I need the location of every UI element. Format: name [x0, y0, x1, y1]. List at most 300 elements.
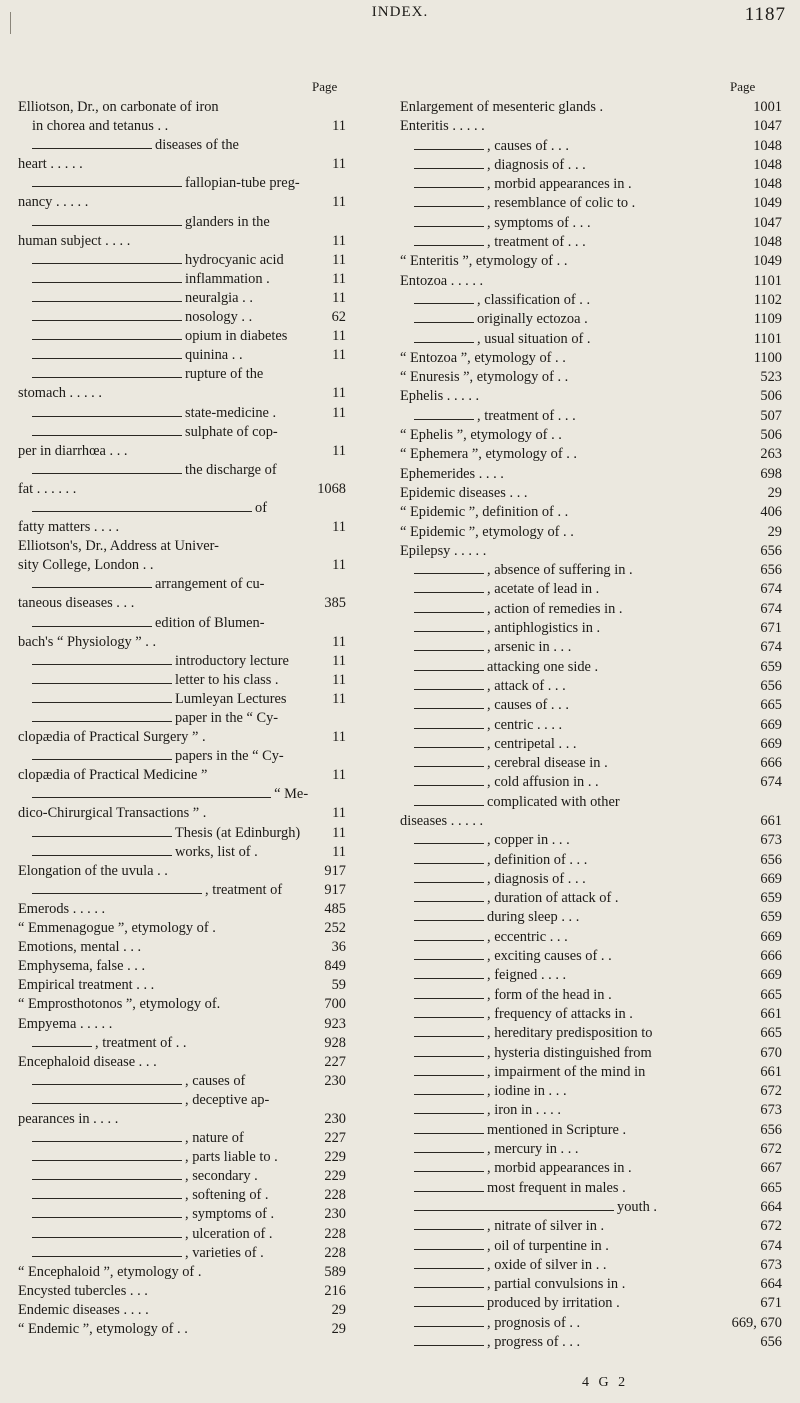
index-entry-page: 669 — [760, 735, 782, 752]
index-entry-text: edition of Blumen- — [155, 614, 265, 631]
index-entry-text: works, list of . — [175, 843, 258, 860]
index-entry-text: heart . . . . . — [18, 156, 83, 173]
ditto-rule — [32, 320, 182, 321]
index-entry-text: pearances in . . . . — [18, 1110, 119, 1127]
index-entry — [400, 1005, 782, 1024]
index-entry — [400, 580, 782, 599]
index-entry-text: the discharge of — [185, 461, 277, 478]
index-entry — [400, 137, 782, 156]
index-entry — [18, 919, 346, 938]
index-entry — [18, 785, 346, 804]
index-entry-text: , diagnosis of . . . — [487, 156, 586, 173]
index-entry — [400, 1024, 782, 1043]
index-entry-page: 11 — [332, 690, 346, 707]
index-entry-text: , usual situation of . — [477, 330, 591, 347]
index-entry-text: , partial convulsions in . — [487, 1276, 626, 1293]
ditto-rule — [414, 592, 484, 593]
index-entry — [400, 368, 782, 387]
index-entry-text: “ Emprosthotonos ”, etymology of. — [18, 996, 221, 1013]
index-entry-text: , duration of attack of . — [487, 890, 619, 907]
index-entry-text: Empyema . . . . . — [18, 1015, 113, 1032]
index-entry — [18, 1282, 346, 1301]
ditto-rule — [414, 1287, 484, 1288]
index-entry-text: , symptoms of . . . — [487, 214, 591, 231]
index-entry-page: 671 — [760, 1295, 782, 1312]
index-entry-text: , progress of . . . — [487, 1334, 581, 1350]
index-entry-text: “ Me- — [274, 786, 308, 803]
index-entry-page: 11 — [332, 404, 346, 421]
index-entry — [400, 1082, 782, 1101]
index-entry — [400, 1063, 782, 1082]
ditto-rule — [414, 1191, 484, 1192]
index-entry-text: , iodine in . . . — [487, 1083, 567, 1100]
index-entry-text: , oil of turpentine in . — [487, 1237, 609, 1254]
index-entry-text: inflammation . — [185, 270, 270, 287]
index-entry — [18, 327, 346, 346]
index-entry — [400, 272, 782, 291]
ditto-rule — [32, 416, 182, 417]
index-entry-text: , treatment of — [205, 881, 283, 898]
index-entry — [18, 1167, 346, 1186]
ditto-rule — [414, 1094, 484, 1095]
index-entry — [400, 503, 782, 522]
index-entry-page: 698 — [760, 465, 782, 482]
index-entry-text: during sleep . . . — [487, 909, 580, 926]
ditto-rule — [32, 186, 182, 187]
index-entry-text: stomach . . . . . — [18, 385, 102, 402]
index-entry — [18, 384, 346, 403]
index-entry — [18, 652, 346, 671]
index-entry-page: 11 — [332, 328, 346, 345]
ditto-rule — [32, 1217, 182, 1218]
ditto-rule — [32, 1198, 182, 1199]
index-entry-page: 1047 — [753, 118, 782, 135]
index-entry — [18, 976, 346, 995]
index-entry-page: 1049 — [753, 253, 782, 270]
index-entry-page: 849 — [324, 958, 346, 975]
index-entry-page: 656 — [760, 1334, 782, 1350]
index-entry — [18, 117, 346, 136]
ditto-rule — [32, 377, 182, 378]
ditto-rule — [414, 245, 484, 246]
index-entry-text: , parts liable to . — [185, 1149, 278, 1166]
index-entry — [400, 330, 782, 349]
index-entry-text: , impairment of the mind in — [487, 1063, 646, 1080]
index-entry-page: 507 — [760, 407, 782, 424]
index-entry-page: 36 — [331, 939, 346, 956]
index-entry-text: produced by irritation . — [487, 1295, 620, 1312]
index-entry — [18, 1053, 346, 1072]
index-entry-page: 659 — [760, 909, 782, 926]
index-entry-text: bach's “ Physiology ” . . — [18, 633, 157, 650]
index-entry-page: 230 — [324, 1110, 346, 1127]
index-entry-text: complicated with other — [487, 793, 620, 810]
index-entry-text: Ephelis . . . . . — [400, 388, 480, 405]
index-entry — [400, 619, 782, 638]
ditto-rule — [414, 843, 484, 844]
index-entry — [18, 1129, 346, 1148]
index-entry — [18, 1072, 346, 1091]
ditto-rule — [32, 855, 172, 856]
index-entry-text: diseases of the — [155, 137, 239, 154]
index-entry-text: sity College, London . . — [18, 557, 154, 574]
index-entry-text: Empirical treatment . . . — [18, 977, 155, 994]
index-entry-text: Emerods . . . . . — [18, 900, 106, 917]
index-entry-text: , varieties of . — [185, 1244, 264, 1261]
signature-mark: 4 G 2 — [582, 1375, 629, 1390]
index-entry — [400, 773, 782, 792]
index-entry-text: Encephaloid disease . . . — [18, 1053, 157, 1070]
index-entry-text: fat . . . . . . — [18, 480, 77, 497]
index-entry-page: 672 — [760, 1141, 782, 1158]
index-entry — [18, 1263, 346, 1282]
index-entry — [18, 423, 346, 442]
index-entry-text: Enteritis . . . . . — [400, 118, 485, 135]
index-entry-page: 11 — [332, 194, 346, 211]
index-entry — [400, 870, 782, 889]
ditto-rule — [32, 301, 182, 302]
left-index-column — [18, 98, 346, 1339]
index-entry-text: youth . — [617, 1198, 657, 1215]
index-entry — [400, 1275, 782, 1294]
ditto-rule — [414, 1017, 484, 1018]
ditto-rule — [414, 342, 474, 343]
index-entry-text: opium in diabetes — [185, 328, 288, 345]
index-entry-text: most frequent in males . — [487, 1179, 626, 1196]
index-entry — [18, 690, 346, 709]
ditto-rule — [32, 1256, 182, 1257]
index-entry-page: 659 — [760, 890, 782, 907]
index-entry-page: 11 — [332, 347, 346, 364]
index-entry-text: dico-Chirurgical Transactions ” . — [18, 805, 207, 822]
ditto-rule — [414, 631, 484, 632]
index-entry-page: 228 — [324, 1225, 346, 1242]
ditto-rule — [414, 1210, 614, 1211]
index-entry — [400, 812, 782, 831]
index-entry — [18, 728, 346, 747]
index-entry — [18, 346, 346, 365]
index-entry — [18, 461, 346, 480]
index-entry-text: , causes of . . . — [487, 137, 569, 154]
index-entry — [18, 594, 346, 613]
ditto-rule — [414, 612, 484, 613]
index-entry-page: 665 — [760, 1025, 782, 1042]
index-entry-page: 674 — [760, 774, 782, 791]
index-entry — [400, 445, 782, 464]
index-entry-page: 1109 — [753, 311, 782, 328]
index-entry-page: 385 — [324, 595, 346, 612]
index-entry-text: , causes of — [185, 1072, 246, 1089]
index-entry-page: 669 — [760, 967, 782, 984]
ditto-rule — [32, 263, 182, 264]
index-entry-text: , treatment of . . . — [477, 407, 576, 424]
index-entry-page: 673 — [760, 1256, 782, 1273]
index-entry-page: 228 — [324, 1187, 346, 1204]
index-entry — [18, 843, 346, 862]
ditto-rule — [414, 670, 484, 671]
index-entry-page: 59 — [331, 977, 346, 994]
index-entry — [400, 793, 782, 812]
index-entry-page: 1101 — [753, 272, 782, 289]
index-entry-page: 670 — [760, 1044, 782, 1061]
index-entry-text: , acetate of lead in . — [487, 581, 600, 598]
right-index-column — [400, 98, 782, 1352]
index-entry-page: 656 — [760, 1121, 782, 1138]
index-entry-text: Elliotson, Dr., on carbonate of iron — [18, 99, 219, 115]
index-entry-text: “ Epidemic ”, etymology of . . — [400, 523, 574, 540]
index-entry-page: 252 — [324, 920, 346, 937]
index-entry-page: 1048 — [753, 234, 782, 251]
index-entry-text: , arsenic in . . . — [487, 639, 572, 656]
index-entry — [18, 1225, 346, 1244]
ditto-rule — [414, 149, 484, 150]
ditto-rule — [32, 1046, 92, 1047]
ditto-rule — [32, 587, 152, 588]
index-entry-page: 11 — [332, 519, 346, 536]
index-entry-text: Elliotson's, Dr., Address at Univer- — [18, 538, 219, 555]
ditto-rule — [414, 1326, 484, 1327]
index-entry-text: , mercury in . . . — [487, 1141, 579, 1158]
index-entry-text: , feigned . . . . — [487, 967, 567, 984]
index-entry-page: 11 — [332, 805, 346, 822]
index-entry-page: 669 — [760, 716, 782, 733]
ditto-rule — [414, 689, 484, 690]
index-entry-page: 11 — [332, 270, 346, 287]
index-entry — [400, 426, 782, 445]
ditto-rule — [32, 1237, 182, 1238]
index-entry-text: papers in the “ Cy- — [175, 748, 284, 765]
index-entry-page: 669 — [760, 870, 782, 887]
ditto-rule — [32, 759, 172, 760]
index-entry-text: “ Entozoa ”, etymology of . . — [400, 349, 566, 366]
running-header-title: INDEX. — [371, 4, 429, 20]
running-header-page-number: 1187 — [744, 4, 786, 25]
index-entry — [400, 947, 782, 966]
index-entry-text: , treatment of . . — [95, 1034, 187, 1051]
index-entry — [18, 747, 346, 766]
ditto-rule — [32, 225, 182, 226]
index-entry-text: Epilepsy . . . . . — [400, 542, 487, 559]
index-entry — [400, 966, 782, 985]
index-entry — [400, 1044, 782, 1063]
index-entry-text: attacking one side . — [487, 658, 599, 675]
index-entry — [400, 754, 782, 773]
index-entry — [18, 251, 346, 270]
ditto-rule — [414, 226, 484, 227]
index-entry — [18, 957, 346, 976]
index-entry-text: , oxide of silver in . . — [487, 1256, 607, 1273]
index-entry — [18, 1148, 346, 1167]
index-entry-page: 673 — [760, 832, 782, 849]
index-entry-text: , diagnosis of . . . — [487, 870, 586, 887]
index-entry — [400, 117, 782, 136]
ditto-rule — [32, 626, 152, 627]
index-entry — [400, 387, 782, 406]
ditto-rule — [32, 1141, 182, 1142]
index-entry — [400, 252, 782, 271]
index-entry — [400, 214, 782, 233]
ditto-rule — [414, 940, 484, 941]
ditto-rule — [414, 978, 484, 979]
index-entry-text: , nitrate of silver in . — [487, 1218, 605, 1235]
index-entry-page: 62 — [331, 309, 346, 326]
index-entry-page: 11 — [332, 633, 346, 650]
index-entry — [18, 270, 346, 289]
index-entry-page: 665 — [760, 986, 782, 1003]
index-entry-page: 666 — [760, 755, 782, 772]
index-entry-page: 674 — [760, 1237, 782, 1254]
index-entry-text: , causes of . . . — [487, 697, 569, 714]
index-entry-page: 1100 — [753, 349, 782, 366]
index-entry-text: , secondary . — [185, 1168, 258, 1185]
index-entry-text: , softening of . — [185, 1187, 269, 1204]
right-column-page-label: Page — [730, 79, 756, 94]
index-entry-page: 506 — [760, 388, 782, 405]
index-entry — [18, 614, 346, 633]
index-entry — [400, 1159, 782, 1178]
index-entry-text: “ Ephemera ”, etymology of . . — [400, 446, 578, 463]
index-entry-text: , attack of . . . — [487, 677, 566, 694]
index-entry-page: 661 — [760, 812, 782, 829]
index-entry — [400, 523, 782, 542]
index-entry — [18, 499, 346, 518]
index-entry-text: Ephemerides . . . . — [400, 465, 504, 482]
index-entry — [400, 638, 782, 657]
index-entry-text: “ Emmenagogue ”, etymology of . — [18, 920, 216, 937]
index-entry — [18, 671, 346, 690]
index-entry-page: 923 — [324, 1015, 346, 1032]
index-entry — [18, 575, 346, 594]
ditto-rule — [32, 797, 271, 798]
index-entry-page: 1049 — [753, 195, 782, 212]
index-entry — [400, 1333, 782, 1352]
index-entry-page: 11 — [332, 671, 346, 688]
ditto-rule — [414, 419, 474, 420]
index-entry-page: 11 — [332, 232, 346, 249]
index-entry — [400, 600, 782, 619]
index-entry-page: 656 — [760, 677, 782, 694]
index-entry-text: taneous diseases . . . — [18, 595, 135, 612]
index-entry — [18, 404, 346, 423]
index-entry-text: human subject . . . . — [18, 232, 131, 249]
ditto-rule — [32, 511, 252, 512]
index-entry-text: , symptoms of . — [185, 1206, 275, 1223]
index-entry-text: in chorea and tetanus . . — [32, 118, 169, 135]
index-entry — [18, 537, 346, 556]
index-entry-text: , antiphlogistics in . — [487, 620, 601, 637]
index-entry — [400, 1314, 782, 1333]
index-entry-text: nosology . . — [185, 309, 253, 326]
ditto-rule — [32, 358, 182, 359]
index-entry — [18, 709, 346, 728]
index-entry-text: , cold affusion in . . — [487, 774, 599, 791]
ditto-rule — [414, 1171, 484, 1172]
index-entry-page: 11 — [332, 767, 346, 784]
index-entry — [400, 1256, 782, 1275]
index-entry-page: 672 — [760, 1083, 782, 1100]
index-entry-text: “ Epidemic ”, definition of . . — [400, 504, 569, 521]
index-entry-page: 672 — [760, 1218, 782, 1235]
ditto-rule — [414, 785, 484, 786]
index-entry — [18, 633, 346, 652]
index-entry — [400, 831, 782, 850]
index-entry-text: , hysteria distinguished from — [487, 1044, 652, 1061]
index-entry-page: 230 — [324, 1206, 346, 1223]
index-entry-page: 11 — [332, 729, 346, 746]
index-entry-text: diseases . . . . . — [400, 812, 484, 829]
index-entry — [400, 310, 782, 329]
index-entry-text: Emphysema, false . . . — [18, 958, 146, 975]
index-entry-text: “ Endemic ”, etymology of . . — [18, 1321, 188, 1337]
index-entry-page: 11 — [332, 385, 346, 402]
index-entry-page: 29 — [767, 523, 782, 540]
index-entry-page: 917 — [324, 862, 346, 879]
index-entry-text: arrangement of cu- — [155, 576, 265, 593]
index-entry-page: 656 — [760, 562, 782, 579]
index-entry — [400, 561, 782, 580]
ditto-rule — [32, 435, 182, 436]
ditto-rule — [32, 473, 182, 474]
index-entry-text: fallopian-tube preg- — [185, 175, 300, 192]
index-entry — [400, 407, 782, 426]
index-entry-page: 656 — [760, 851, 782, 868]
index-entry — [18, 155, 346, 174]
index-entry-text: nancy . . . . . — [18, 194, 89, 211]
index-entry — [400, 696, 782, 715]
index-entry-page: 11 — [332, 843, 346, 860]
ditto-rule — [414, 959, 484, 960]
index-entry-text: , ulceration of . — [185, 1225, 273, 1242]
ditto-rule — [414, 187, 484, 188]
index-entry-page: 29 — [767, 484, 782, 501]
index-entry-page: 229 — [324, 1168, 346, 1185]
index-entry — [400, 1217, 782, 1236]
index-entry-page: 671 — [760, 620, 782, 637]
index-entry-text: , morbid appearances in . — [487, 1160, 632, 1177]
index-entry-text: Emotions, mental . . . — [18, 939, 142, 956]
ditto-rule — [32, 836, 172, 837]
ditto-rule — [414, 805, 484, 806]
index-entry-page: 664 — [760, 1198, 782, 1215]
index-entry — [18, 442, 346, 461]
index-entry-text: , exciting causes of . . — [487, 948, 612, 965]
index-entry — [18, 995, 346, 1014]
ditto-rule — [32, 148, 152, 149]
index-entry-text: “ Enteritis ”, etymology of . . — [400, 253, 568, 270]
index-entry — [18, 174, 346, 193]
ditto-rule — [414, 863, 484, 864]
index-entry-page: 227 — [324, 1053, 346, 1070]
index-entry-text: rupture of the — [185, 366, 264, 383]
ditto-rule — [414, 1268, 484, 1269]
index-entry-text: , centripetal . . . — [487, 735, 577, 752]
index-entry-text: Endemic diseases . . . . — [18, 1301, 149, 1318]
index-entry-text: , eccentric . . . — [487, 928, 568, 945]
ditto-rule — [32, 1160, 182, 1161]
index-entry-page: 665 — [760, 697, 782, 714]
index-entry-text: , definition of . . . — [487, 851, 588, 868]
index-entry — [18, 881, 346, 900]
index-entry — [400, 658, 782, 677]
index-entry-page: 665 — [760, 1179, 782, 1196]
index-entry-text: , deceptive ap- — [185, 1091, 270, 1108]
index-entry-text: of — [255, 499, 267, 516]
index-entry — [18, 1320, 346, 1339]
ditto-rule — [414, 1056, 484, 1057]
index-entry-page: 227 — [324, 1130, 346, 1147]
index-entry-page: 11 — [332, 251, 346, 268]
index-entry-page: 661 — [760, 1063, 782, 1080]
